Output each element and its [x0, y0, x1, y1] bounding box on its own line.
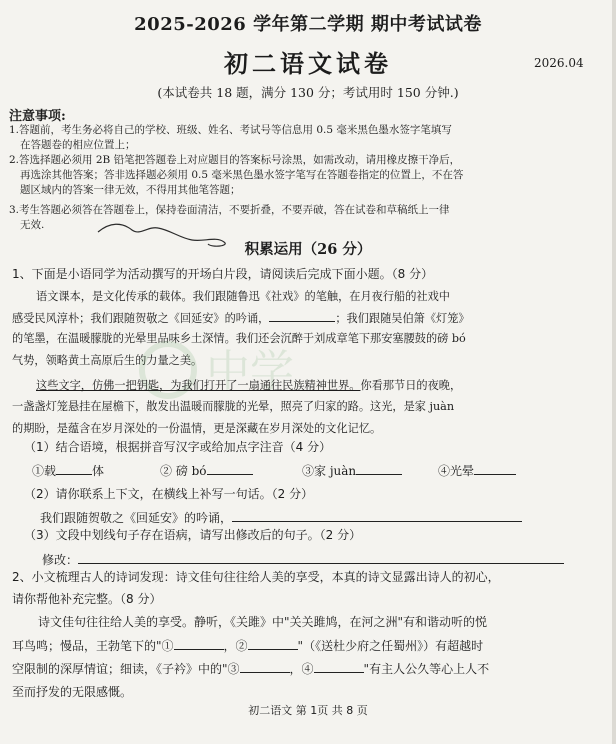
note-line: 无效. [20, 219, 45, 231]
note-line: 再选涂其他答案；答非选择题必须用 0.5 毫米黑色墨水签字笔写在答题卷指定的位置上，不在答 [20, 169, 464, 181]
scan-edge [612, 0, 616, 744]
q1-sub3-text: 修改： [42, 553, 79, 567]
q2-text: "有主人公久等心上人不 [363, 662, 490, 676]
item-2-blank[interactable] [207, 462, 253, 475]
q1-para-line: 气势，领略黄土高原后生的力量之美。 [12, 354, 203, 367]
q1-underlined-sentence: 这些文字，仿佛一把钥匙，为我们打开了一扇通往民族精神世界。 [36, 379, 361, 392]
item-3-blank[interactable] [356, 462, 402, 475]
q2-text: ，④ [289, 662, 314, 676]
q1-sub3-blank[interactable] [78, 551, 564, 564]
q2-stem-line: 2、小文梳理古人的诗词发现：诗文佳句往往给人美的享受，本真的诗文显露出诗人的初心， [12, 570, 500, 584]
q2-blank-1[interactable] [174, 637, 224, 650]
q1-para-line: 一盏盏灯笼悬挂在屋檐下，散发出温暖而朦胧的光晕，照亮了归家的路。这光，是家 juàn [12, 400, 455, 413]
q1-fill-blank[interactable] [269, 309, 335, 322]
q1-sub2-text: 我们跟随贺敬之《回延安》的吟诵， [40, 511, 233, 525]
q1-sub3-line [42, 551, 564, 568]
q2-text: 空限制的深厚情谊；细读，《子衿》中的"③ [12, 662, 240, 676]
q1-sub1-items [32, 462, 104, 479]
q1-para-line: 的笔墨，在温暖朦胧的光晕里品味乡土深情。我们还会沉醉于刘成章笔下那安塞腰鼓的磅 bó [12, 332, 466, 345]
q2-blank-4[interactable] [314, 660, 364, 673]
q2-text: 耳鸟鸣；慢品，王勃笔下的"① [12, 639, 174, 653]
page-footer: 初二语文 第 1页 共 8 页 [248, 704, 368, 717]
q1-para-text: 你看那节日的夜晚， [360, 379, 462, 392]
q1-sub1-item-3 [302, 462, 402, 479]
item-1-label: ①载 [32, 464, 57, 478]
q2-body-line: 诗文佳句往往给人美的享受。静听，《关雎》中"关关雎鸠，在河之洲"有和谐动听的悦 [38, 615, 488, 629]
q1-sub2-blank[interactable] [232, 509, 522, 522]
q1-para-text: 感受民风淳朴；我们跟随贺敬之《回延安》的吟诵， [12, 312, 270, 325]
exam-date: 2026.04 [534, 56, 584, 70]
q1-stem: 1、下面是小语同学为活动撰写的开场白片段，请阅读后完成下面小题。（8 分） [12, 267, 434, 281]
q1-sub3: （3）文段中划线句子存在语病，请写出修改后的句子。（2 分） [24, 528, 362, 542]
q2-text: "（《送杜少府之任蜀州》）有超越时 [297, 639, 484, 653]
note-line: 1.答题前，考生务必将自己的学校、班级、姓名、考试号等信息用 0.5 毫米黑色墨水签字笔填写 [9, 124, 452, 136]
q1-para-line [12, 309, 470, 327]
item-1-blank[interactable] [56, 462, 92, 475]
q2-blank-3[interactable] [240, 660, 290, 673]
note-line: 3.考生答题必须答在答题卷上，保持卷面清洁，不要折叠，不要弄破，答在试卷和草稿纸上一律 [9, 204, 450, 216]
q1-sub1: （1）结合语境，根据拼音写汉字或给加点字注音（4 分） [24, 440, 332, 454]
item-4-blank[interactable] [474, 462, 516, 475]
q2-text: ，② [223, 639, 248, 653]
item-4-label: ④光晕 [438, 464, 475, 478]
note-line: 在答题卷的相应位置上； [20, 139, 136, 151]
q1-sub1-item-2 [160, 462, 253, 479]
q1-para-line [36, 377, 461, 394]
item-2-label: ② 磅 bó [160, 464, 207, 478]
q2-body-line [12, 660, 608, 678]
note-line: 2.答选择题必须用 2B 铅笔把答题卷上对应题目的答案标号涂黑，如需改动，请用橡皮擦干净后， [9, 154, 461, 166]
exam-info: (本试卷共 18 题，满分 130 分；考试用时 150 分钟.) [157, 85, 459, 100]
q1-sub1-item-4 [438, 462, 516, 479]
q2-body-line [12, 637, 608, 655]
q1-para-line: 的期盼，是蕴含在岁月深处的一份温情，更是深藏在岁月深处的文化记忆。 [12, 422, 382, 435]
item-1-tail: 体 [92, 464, 105, 478]
q2-stem-line: 请你帮他补充完整。（8 分） [12, 592, 162, 606]
notes-heading: 注意事项: [9, 109, 66, 124]
q2-blank-2[interactable] [248, 637, 298, 650]
exam-title: 2025-2026 学年第二学期 期中考试试卷 [134, 14, 482, 35]
q1-para-text: ；我们跟随吴伯箫《灯笼》 [335, 312, 470, 325]
item-3-label: ③家 juàn [302, 464, 357, 478]
section-heading: 积累运用（26 分） [244, 241, 372, 258]
watermark-text: 中学 [206, 346, 294, 397]
paper-title: 初二语文试卷 [224, 49, 392, 78]
q1-para-line: 语文课本，是文化传承的载体。我们跟随鲁迅《社戏》的笔触，在月夜行船的社戏中 [36, 290, 450, 303]
q1-sub2: （2）请你联系上下文，在横线上补写一句话。（2 分） [24, 487, 314, 501]
q2-body-line: 至而抒发的无限感慨。 [12, 685, 133, 699]
note-line: 题区域内的答案一律无效，不得用其他笔答题； [20, 184, 241, 196]
q1-sub2-line [40, 509, 522, 526]
